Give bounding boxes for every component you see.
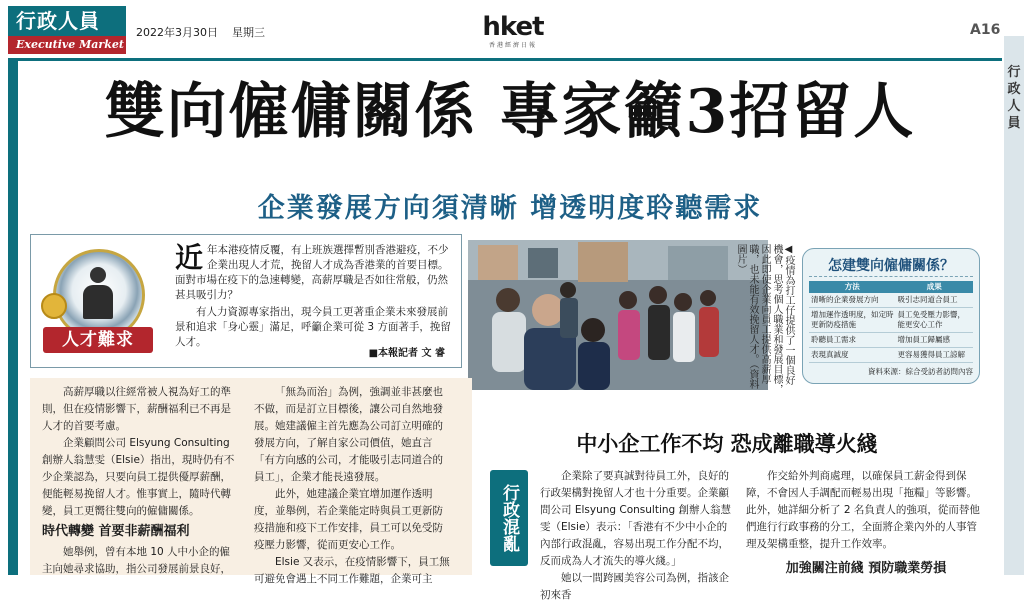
headline: 雙向僱傭關係 專家籲3招留人 <box>104 77 916 147</box>
info-table <box>809 281 973 363</box>
logo-word: hket <box>482 12 544 42</box>
table-cell: 增加員工歸屬感 <box>896 333 974 348</box>
section-title: 行政人員 <box>8 6 126 36</box>
body-subheading: 時代轉變 首要非薪酬福利 <box>42 524 190 539</box>
body-paragraph: 企業顧問公司 Elsyung Consulting 創辦人翁慧雯（Elsie）指出，現時仍有不少企業認為，只要向員工提供優厚薪酬，便能輕易挽留人才。惟事實上，隨時代轉變，員工更嚮往雙向的僱傭關係。 <box>42 437 235 517</box>
issue-date: 2022年3月30日 <box>136 26 218 39</box>
subheadline: 企業發展方向須清晰 增透明度聆聽需求 <box>257 193 763 224</box>
body-column-2 <box>254 384 452 588</box>
table-row <box>809 333 973 348</box>
badge-ribbon: 人才難求 <box>43 327 153 353</box>
intro-box <box>30 234 462 368</box>
header-rule <box>8 58 1002 61</box>
body-paragraph: 高薪厚職以往經常被人視為好工的準則，但在疫情影響下，薪酬福利已不再是人才的首要考慮。 <box>42 386 231 432</box>
intro-para-1: 年本港疫情反覆，有上班族選擇暫別香港避疫，不少企業出現人才荒，挽留人才成為香港業的首要目標。面對市場在疫下的急速轉變，高薪厚職是否如往常般，仍然甚具吸引力？ <box>175 244 449 301</box>
businessman-icon <box>83 267 113 319</box>
body-paragraph: 她舉例，曾有本地 10 人中小企的僱主向她尋求協助，指公司發展前景良好， <box>42 546 231 575</box>
info-table-box <box>802 248 980 384</box>
table-cell: 更容易獲得員工諒解 <box>896 348 974 363</box>
article2-tag: 行政混亂 <box>490 470 528 566</box>
table-row <box>809 348 973 363</box>
hket-logo <box>478 14 548 49</box>
logo-subtitle: 香港經濟日報 <box>488 42 537 49</box>
intro-lead <box>175 243 455 352</box>
body-column-1 <box>42 384 240 578</box>
body-paragraph: Elsie 又表示，在疫情影響下，員工無可避免會遇上不同工作難題，企業可主 <box>254 556 450 585</box>
table-cell: 表現真誠度 <box>809 348 896 363</box>
body-paragraph: 作交給外判商處理，以確保員工薪金得到保障，不會因人手調配而輕易出現「拖糧」等影響。此外，她詳細分析了 2 名負責人的強項，從而替他們進行行政事務的分工，全面將企業內外的人事管理及架構重整，提升工作效率。 <box>746 470 980 550</box>
table-cell: 清晰的企業發展方向 <box>809 293 896 308</box>
table-cell: 聆聽員工需求 <box>809 333 896 348</box>
side-section-label <box>1004 36 1024 575</box>
body-paragraph: 此外，她建議企業宜增加運作透明度，並舉例，若企業能定時與員工更新防疫措施和疫下工作安排，員工可以免受防疫壓力影響，從而更安心工作。 <box>254 488 443 551</box>
article2-column-1 <box>540 468 732 604</box>
table-cell: 增加運作透明度，如定時更新防疫措施 <box>809 308 896 333</box>
table-header-method: 方法 <box>809 281 896 293</box>
section-subtitle: Executive Market <box>8 36 126 54</box>
intro-para-2: 有人力資源專家指出，現今員工更著重企業未來發展前景和追求「身心靈」滿足，呼籲企業可從 3 方面著手，挽留人才。 <box>175 306 451 348</box>
body-paragraph: 「無為而治」為例，強調並非甚麼也不做，而是訂立目標後，讓公司自然地發展。她建議僱主首先應為公司訂立明確的發展方向，了解自家公司價值，她直言「有方向感的公司，才能吸引志同道合的員工」，企業才能長遠發展。 <box>254 386 443 483</box>
body-paragraph: 企業除了要真誠對待員工外，良好的行政架構對挽留人才也十分重要。企業顧問公司 Elsyung Consulting 創辦人翁慧雯（Elsie）表示：「香港有不少中小企的內部行政混亂，容易出現工作分配不均，反而成為人才流失的導火綫。」 <box>540 470 732 567</box>
table-row <box>809 308 973 333</box>
section-tab <box>8 6 126 58</box>
body-paragraph: 她以一間跨國美容公司為例，指該企初來香 <box>540 572 729 601</box>
page-number: A16 <box>970 22 1001 38</box>
side-label-text: 行政人員 <box>1007 65 1021 131</box>
table-cell: 吸引志同道合員工 <box>896 293 974 308</box>
article2-title: 中小企工作不均 恐成離職導火綫 <box>576 431 878 456</box>
left-accent-bar <box>8 60 18 575</box>
photo-caption: ◀疫情為打工仔提供了一個良好機會，思考個人職業和發展目標，因此即使企業向員工提供高薪厚職，也未能有效挽留人才。（資料圖片） <box>735 244 794 394</box>
byline: ■本報記者 文 睿 <box>368 348 445 359</box>
table-source: 資料來源：綜合受訪者訪問內容 <box>868 367 973 376</box>
table-row <box>809 293 973 308</box>
table-header-result: 成果 <box>896 281 974 293</box>
table-title: 怎建雙向僱傭關係？ <box>809 255 973 277</box>
article2-subheading: 加強關注前綫 預防職業勞損 <box>785 561 947 576</box>
table-cell: 員工免受壓力影響，能更安心工作 <box>896 308 974 333</box>
gold-coin-icon <box>41 293 67 319</box>
article2-column-2 <box>746 468 986 581</box>
drop-cap: 近 <box>175 241 204 274</box>
talent-badge <box>39 249 157 361</box>
issue-weekday: 星期三 <box>232 26 265 39</box>
street-crowd-photo <box>468 240 768 390</box>
